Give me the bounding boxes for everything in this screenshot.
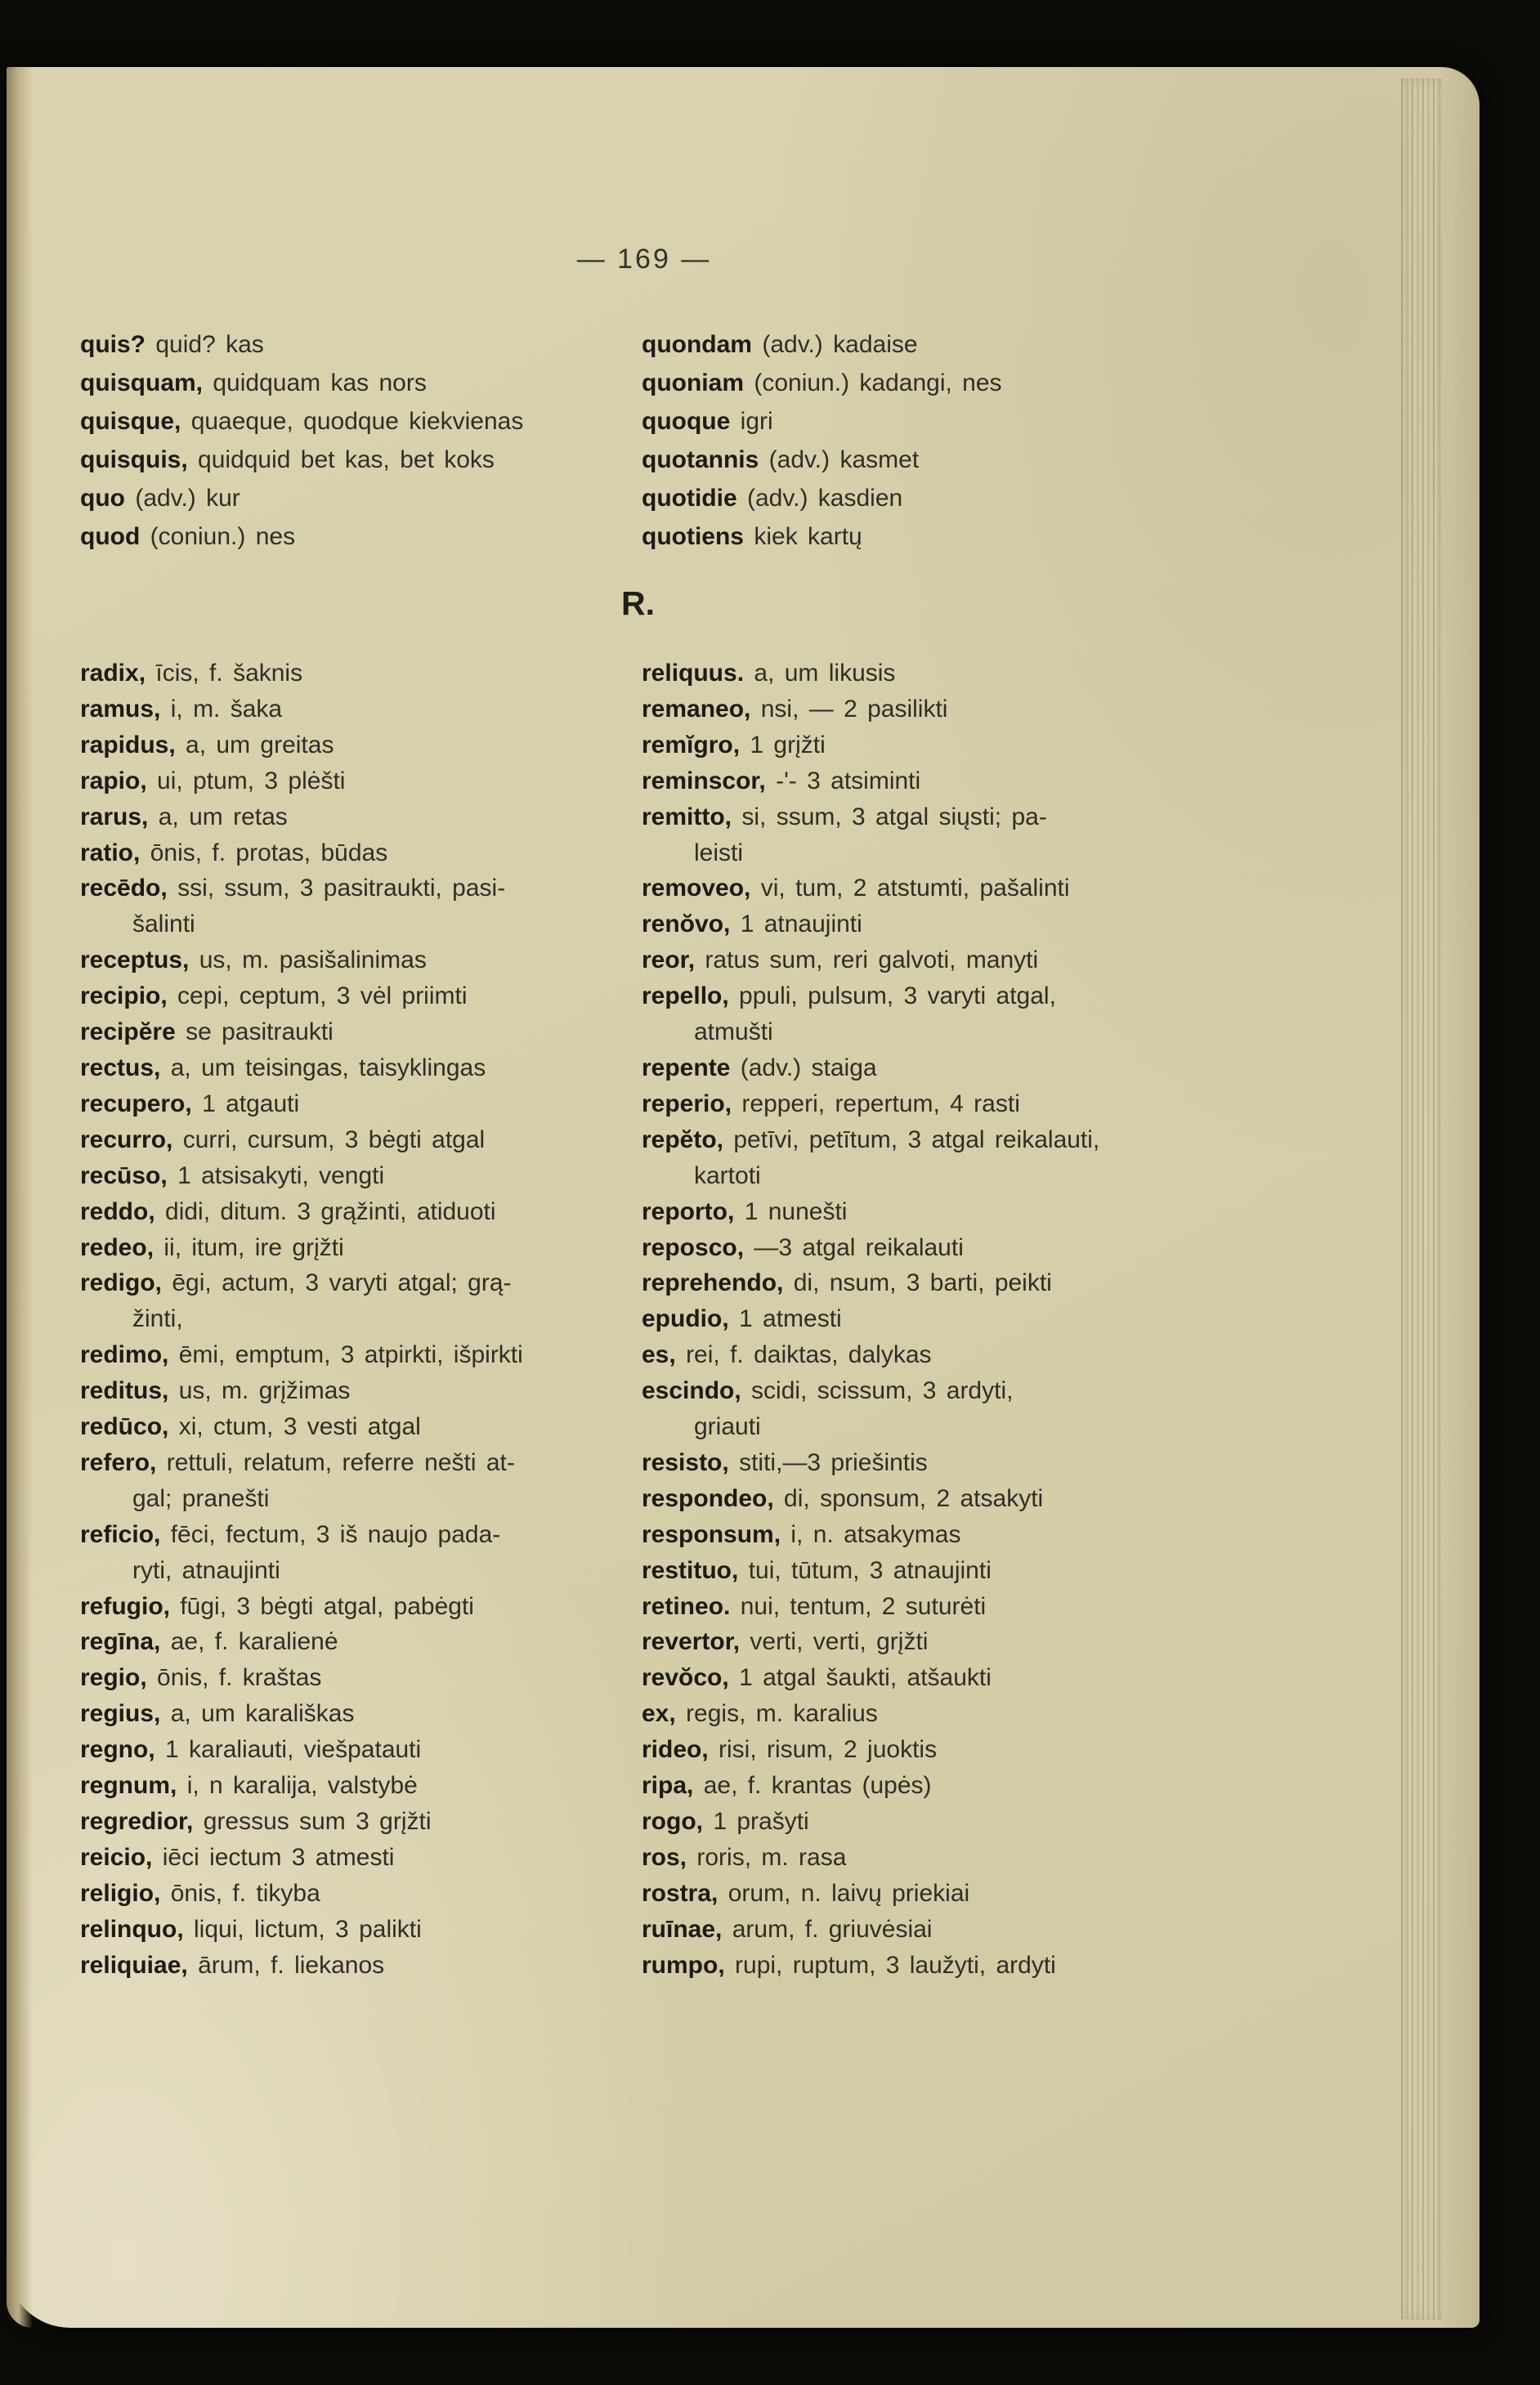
entry-headword: escindo, — [642, 1377, 741, 1405]
dictionary-entry — [642, 1840, 1251, 1876]
entry-definition: ēgi, actum, 3 varyti atgal; grą- — [172, 1269, 512, 1297]
entry-headword: quisquam, — [80, 369, 204, 396]
entry-headword: ripa, — [642, 1772, 694, 1800]
entry-headword: rarus, — [80, 803, 149, 830]
entry-headword: responsum, — [642, 1520, 781, 1548]
entry-headword: refugio, — [80, 1592, 170, 1620]
entry-definition: scidi, scissum, 3 ardyti, — [751, 1377, 1014, 1405]
entry-definition: i, n. atsakymas — [790, 1520, 961, 1548]
dictionary-entry — [80, 799, 628, 835]
dictionary-entry — [642, 1265, 1251, 1301]
entry-definition: stiti,—3 priešintis — [739, 1448, 928, 1476]
dictionary-entry — [642, 1696, 1251, 1732]
entry-definition: 1 atmesti — [739, 1305, 842, 1333]
entry-definition: 1 nunešti — [744, 1197, 848, 1225]
entry-definition: tui, tūtum, 3 atnaujinti — [748, 1556, 992, 1584]
top-section-left-column — [80, 325, 624, 556]
entry-headword: recipĕre — [80, 1018, 176, 1046]
dictionary-entry — [80, 1194, 628, 1230]
entry-headword: retineo. — [642, 1592, 731, 1620]
dictionary-entry — [642, 1373, 1251, 1409]
entry-definition: ōnis, f. kraštas — [157, 1664, 322, 1692]
entry-headword: remĭgro, — [642, 731, 741, 758]
entry-definition: quaeque, quodque kiekvienas — [190, 408, 524, 435]
entry-headword: rideo, — [642, 1736, 709, 1764]
entry-headword: ramus, — [80, 695, 161, 723]
entry-definition: risi, risum, 2 juoktis — [719, 1736, 938, 1764]
dictionary-entry — [80, 1948, 628, 1984]
entry-headword: rapidus, — [80, 731, 176, 758]
entry-headword: repente — [642, 1054, 731, 1081]
entry-definition: 1 prašyti — [713, 1808, 809, 1835]
entry-headword: receptus, — [80, 946, 190, 974]
entry-headword: reperio, — [642, 1090, 732, 1117]
entry-headword: quisquis, — [80, 446, 188, 473]
entry-definition: di, nsum, 3 barti, peikti — [793, 1269, 1052, 1297]
dictionary-entry — [80, 1840, 628, 1876]
entry-definition: ui, ptum, 3 plėšti — [157, 767, 346, 794]
dictionary-entry — [642, 1948, 1251, 1984]
entry-headword: resisto, — [642, 1448, 729, 1476]
entry-headword: reicio, — [80, 1843, 153, 1871]
dictionary-entry — [80, 763, 628, 799]
dictionary-entry — [80, 1158, 628, 1194]
dictionary-entry — [80, 978, 628, 1014]
entry-definition: igri — [740, 408, 773, 435]
entry-headword: reor, — [642, 946, 696, 974]
dictionary-entry — [80, 1804, 628, 1840]
dictionary-entry — [642, 325, 1247, 364]
dictionary-entry — [80, 1445, 628, 1481]
dictionary-entry — [80, 727, 628, 763]
dictionary-entry — [642, 1230, 1251, 1266]
dictionary-entry — [642, 1517, 1251, 1553]
entry-continuation-line — [80, 1553, 628, 1589]
entry-definition: fēci, fectum, 3 iš naujo pada- — [170, 1520, 501, 1548]
dictionary-entry — [642, 1624, 1251, 1660]
dictionary-entry — [80, 1373, 628, 1409]
entry-definition: ōnis, f. tikyba — [170, 1879, 320, 1907]
entry-definition: (adv.) kasmet — [768, 446, 920, 473]
entry-headword: recūso, — [80, 1161, 168, 1189]
dictionary-entry — [80, 1660, 628, 1696]
entry-headword: rumpo, — [642, 1951, 725, 1979]
entry-definition: repperi, repertum, 4 rasti — [741, 1090, 1020, 1117]
entry-definition: ae, f. krantas (upės) — [703, 1772, 932, 1800]
entry-headword: reporto, — [642, 1197, 735, 1225]
dictionary-entry — [80, 364, 624, 402]
dictionary-entry — [642, 364, 1247, 402]
entry-headword: religio, — [80, 1879, 161, 1907]
entry-headword: repĕto, — [642, 1125, 724, 1153]
entry-definition: didi, ditum. 3 grąžinti, atiduoti — [165, 1197, 496, 1225]
entry-definition: i, n karalija, valstybė — [186, 1772, 418, 1800]
dictionary-entry — [642, 441, 1247, 479]
entry-headword: reliquus. — [642, 660, 745, 687]
entry-definition: (coniun.) nes — [150, 523, 296, 550]
entry-headword: regius, — [80, 1700, 161, 1728]
entry-headword: reddo, — [80, 1197, 155, 1225]
entry-definition: quid? kas — [155, 331, 264, 358]
entry-definition: ratus sum, reri galvoti, manyti — [705, 946, 1039, 974]
dictionary-entry — [642, 1122, 1251, 1158]
entry-definition: a, um likusis — [754, 660, 896, 687]
dictionary-entry — [80, 325, 624, 364]
entry-headword: rogo, — [642, 1808, 703, 1835]
entry-headword: repello, — [642, 982, 729, 1010]
entry-definition: īcis, f. šaknis — [155, 660, 303, 687]
entry-definition: orum, n. laivų priekiai — [727, 1879, 970, 1907]
entry-headword: regio, — [80, 1664, 147, 1692]
entry-headword: remaneo, — [642, 695, 751, 723]
entry-continuation-line — [642, 1409, 1251, 1445]
entry-continuation-line — [80, 906, 628, 942]
entry-definition: 1 atgauti — [202, 1090, 300, 1117]
entry-headword: regnum, — [80, 1772, 177, 1800]
top-section-right-column — [642, 325, 1247, 556]
entry-headword: quisque, — [80, 408, 181, 435]
dictionary-entry — [80, 1876, 628, 1912]
dictionary-entry — [642, 1660, 1251, 1696]
entry-definition: rei, f. daiktas, dalykas — [686, 1341, 932, 1369]
entry-definition: a, um teisingas, taisyklingas — [170, 1054, 486, 1081]
dictionary-entry — [642, 1301, 1251, 1337]
dictionary-entry — [80, 1230, 628, 1266]
dictionary-entry — [642, 1481, 1251, 1517]
entry-definition: xi, ctum, 3 vesti atgal — [178, 1413, 421, 1441]
entry-headword: rectus, — [80, 1054, 161, 1081]
entry-definition: 1 grįžti — [750, 731, 826, 758]
entry-headword: quotidie — [642, 485, 737, 512]
entry-definition: quidquid bet kas, bet koks — [198, 446, 495, 473]
entry-definition: nui, tentum, 2 suturėti — [740, 1592, 987, 1620]
dictionary-entry — [642, 1086, 1251, 1122]
entry-headword: remitto, — [642, 803, 732, 830]
entry-definition: curri, cursum, 3 bėgti atgal — [182, 1125, 486, 1153]
page-left-edge — [7, 67, 33, 2328]
entry-headword: revŏco, — [642, 1664, 729, 1692]
entry-definition: šalinti — [132, 911, 195, 938]
entry-definition: petīvi, petītum, 3 atgal reikalauti, — [733, 1125, 1100, 1153]
dictionary-entry — [80, 835, 628, 871]
entry-definition: gal; pranešti — [132, 1484, 270, 1512]
entry-headword: reditus, — [80, 1377, 169, 1405]
dictionary-entry — [642, 978, 1251, 1014]
entry-definition: si, ssum, 3 atgal siųsti; pa- — [741, 803, 1047, 830]
entry-headword: quis? — [80, 331, 145, 358]
dictionary-entry — [80, 1768, 628, 1804]
entry-definition: us, m. pasišalinimas — [199, 946, 427, 974]
entry-headword: quo — [80, 485, 125, 512]
entry-definition: ae, f. karalienė — [170, 1628, 338, 1656]
dictionary-entry — [642, 1589, 1251, 1625]
dictionary-entry — [642, 1445, 1251, 1481]
dictionary-entry — [642, 656, 1251, 691]
entry-definition: ēmi, emptum, 3 atpirkti, išpirkti — [178, 1341, 523, 1369]
dictionary-entry — [642, 870, 1251, 906]
r-section-right-column — [642, 656, 1251, 1984]
entry-definition: ssi, ssum, 3 pasitraukti, pasi- — [177, 875, 506, 902]
dictionary-entry — [80, 1589, 628, 1625]
entry-continuation-line — [642, 1014, 1251, 1050]
entry-definition: fūgi, 3 bėgti atgal, pabėgti — [180, 1592, 474, 1620]
entry-headword: revertor, — [642, 1628, 741, 1656]
entry-headword: reposco, — [642, 1233, 745, 1261]
entry-headword: removeo, — [642, 875, 751, 902]
dictionary-entry — [642, 799, 1251, 835]
page-number: — 169 — — [576, 244, 712, 275]
entry-definition: (coniun.) kadangi, nes — [754, 369, 1002, 396]
entry-headword: restituo, — [642, 1556, 739, 1584]
entry-definition: roris, m. rasa — [696, 1843, 847, 1871]
dictionary-entry — [80, 1050, 628, 1086]
entry-definition: (adv.) kur — [135, 485, 240, 512]
entry-definition: (adv.) staiga — [740, 1054, 877, 1081]
entry-definition: cepi, ceptum, 3 vėl priimti — [177, 982, 468, 1010]
entry-definition: (adv.) kadaise — [762, 331, 918, 358]
entry-continuation-line — [80, 1301, 628, 1337]
entry-headword: ruīnae, — [642, 1915, 723, 1943]
entry-definition: ryti, atnaujinti — [132, 1556, 280, 1584]
dictionary-entry — [80, 441, 624, 479]
entry-definition: regis, m. karalius — [686, 1700, 878, 1728]
dictionary-entry — [642, 1553, 1251, 1589]
dictionary-entry — [642, 1050, 1251, 1086]
dictionary-entry — [642, 1732, 1251, 1768]
entry-headword: quotannis — [642, 446, 759, 473]
entry-headword: recēdo, — [80, 875, 168, 902]
entry-definition: kartoti — [694, 1161, 761, 1189]
dictionary-entry — [80, 870, 628, 906]
entry-headword: ratio, — [80, 839, 141, 866]
entry-definition: a, um retas — [158, 803, 288, 830]
entry-headword: quod — [80, 523, 141, 550]
dictionary-entry — [642, 1876, 1251, 1912]
entry-headword: recupero, — [80, 1090, 192, 1117]
dictionary-entry — [80, 1122, 628, 1158]
dictionary-entry — [642, 402, 1247, 441]
entry-headword: redūco, — [80, 1413, 169, 1441]
dictionary-entry — [642, 691, 1251, 727]
entry-headword: ex, — [642, 1700, 676, 1728]
dictionary-entry — [80, 1337, 628, 1373]
entry-definition: 1 atgal šaukti, atšaukti — [739, 1664, 992, 1692]
entry-definition: liqui, lictum, 3 palikti — [194, 1915, 422, 1943]
entry-definition: griauti — [694, 1413, 761, 1441]
entry-definition: quidquam kas nors — [213, 369, 427, 396]
dictionary-entry — [80, 691, 628, 727]
entry-headword: quondam — [642, 331, 752, 358]
dictionary-entry — [80, 1624, 628, 1660]
entry-headword: recipio, — [80, 982, 168, 1010]
entry-definition: nsi, — 2 pasilikti — [760, 695, 948, 723]
entry-headword: respondeo, — [642, 1484, 774, 1512]
entry-continuation-line — [80, 1481, 628, 1517]
entry-headword: refero, — [80, 1448, 157, 1476]
entry-headword: es, — [642, 1341, 676, 1369]
dictionary-entry — [642, 1768, 1251, 1804]
r-section-left-column — [80, 656, 628, 1984]
entry-headword: redigo, — [80, 1269, 163, 1297]
entry-headword: regīna, — [80, 1628, 161, 1656]
dictionary-entry — [642, 1337, 1251, 1373]
entry-definition: iēci iectum 3 atmesti — [162, 1843, 395, 1871]
entry-definition: (adv.) kasdien — [747, 485, 903, 512]
entry-definition: leisti — [694, 839, 744, 866]
entry-headword: reficio, — [80, 1520, 161, 1548]
entry-definition: -'- 3 atsiminti — [776, 767, 921, 794]
entry-headword: radix, — [80, 660, 146, 687]
dictionary-entry — [642, 479, 1247, 517]
entry-definition: 1 atnaujinti — [740, 911, 862, 938]
entry-definition: —3 atgal reikalauti — [754, 1233, 964, 1261]
dictionary-entry — [80, 1696, 628, 1732]
dictionary-entry — [80, 1086, 628, 1122]
entry-definition: ārum, f. liekanos — [198, 1951, 385, 1979]
dictionary-entry — [642, 727, 1251, 763]
dictionary-entry — [80, 1014, 628, 1050]
book-fore-edge — [1401, 78, 1442, 2320]
entry-headword: regno, — [80, 1736, 155, 1764]
dictionary-entry — [642, 1804, 1251, 1840]
entry-definition: rettuli, relatum, referre nešti at- — [166, 1448, 515, 1476]
dictionary-entry — [80, 1912, 628, 1948]
entry-definition: žinti, — [132, 1305, 183, 1333]
dictionary-entry — [642, 1912, 1251, 1948]
page-right-shade — [1442, 67, 1480, 2328]
entry-definition: us, m. grįžimas — [178, 1377, 351, 1405]
entry-definition: ōnis, f. protas, būdas — [150, 839, 388, 866]
entry-definition: ii, itum, ire grįžti — [163, 1233, 344, 1261]
entry-headword: recurro, — [80, 1125, 173, 1153]
dictionary-entry — [80, 1732, 628, 1768]
entry-definition: i, m. šaka — [170, 695, 283, 723]
dictionary-entry — [80, 656, 628, 691]
entry-definition: vi, tum, 2 atstumti, pašalinti — [760, 875, 1070, 902]
entry-headword: quoque — [642, 408, 731, 435]
entry-headword: reprehendo, — [642, 1269, 784, 1297]
entry-definition: atmušti — [694, 1018, 773, 1046]
entry-headword: reminscor, — [642, 767, 766, 794]
entry-headword: quoniam — [642, 369, 744, 396]
entry-definition: ppuli, pulsum, 3 varyti atgal, — [739, 982, 1056, 1010]
entry-headword: renŏvo, — [642, 911, 731, 938]
entry-headword: regredior, — [80, 1808, 194, 1835]
entry-definition: 1 karaliauti, viešpatauti — [165, 1736, 422, 1764]
entry-definition: verti, verti, grįžti — [750, 1628, 929, 1656]
entry-headword: epudio, — [642, 1305, 729, 1333]
entry-definition: a, um greitas — [186, 731, 334, 758]
dictionary-entry — [80, 479, 624, 517]
entry-definition: 1 atsisakyti, vengti — [177, 1161, 385, 1189]
entry-definition: arum, f. griuvėsiai — [732, 1915, 933, 1943]
dictionary-entry — [80, 1409, 628, 1445]
entry-definition: di, sponsum, 2 atsakyti — [784, 1484, 1044, 1512]
dictionary-entry — [642, 517, 1247, 556]
entry-definition: rupi, ruptum, 3 laužyti, ardyti — [735, 1951, 1056, 1979]
dictionary-entry — [642, 942, 1251, 978]
dictionary-entry — [80, 402, 624, 441]
entry-headword: redeo, — [80, 1233, 154, 1261]
entry-headword: ros, — [642, 1843, 687, 1871]
entry-headword: relinquo, — [80, 1915, 184, 1943]
dictionary-entry — [642, 906, 1251, 942]
entry-headword: rostra, — [642, 1879, 719, 1907]
dictionary-entry — [80, 517, 624, 556]
entry-definition: a, um karališkas — [170, 1700, 355, 1728]
entry-continuation-line — [642, 1158, 1251, 1194]
dictionary-entry — [80, 942, 628, 978]
dictionary-entry — [80, 1517, 628, 1553]
dictionary-entry — [642, 763, 1251, 799]
entry-headword: rapio, — [80, 767, 147, 794]
entry-definition: kiek kartų — [754, 523, 862, 550]
dictionary-entry — [642, 1194, 1251, 1230]
dictionary-entry — [80, 1265, 628, 1301]
entry-definition: gressus sum 3 grįžti — [203, 1808, 432, 1835]
entry-headword: reliquiae, — [80, 1951, 188, 1979]
entry-continuation-line — [642, 835, 1251, 871]
book-page — [7, 67, 1480, 2328]
entry-headword: redimo, — [80, 1341, 169, 1369]
section-letter-heading: R. — [621, 584, 655, 622]
entry-headword: quotiens — [642, 523, 744, 550]
entry-definition: se pasitraukti — [186, 1018, 334, 1046]
